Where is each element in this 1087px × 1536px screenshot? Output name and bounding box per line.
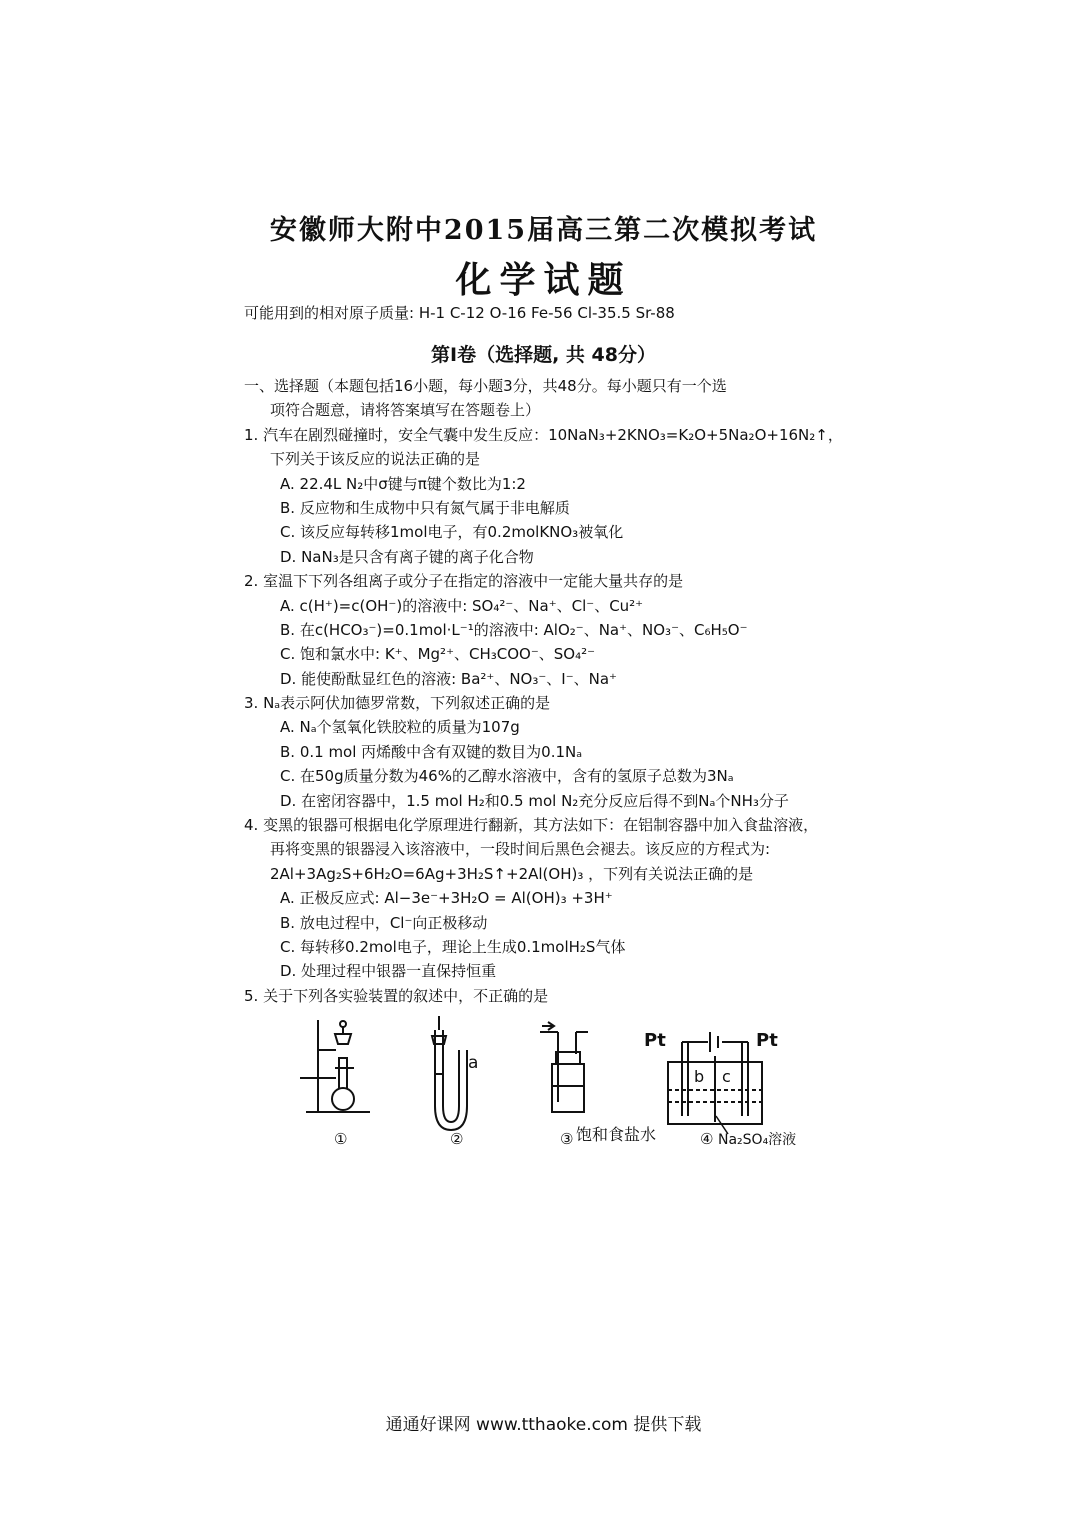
- section-title: 第I卷（选择题, 共 48分）: [431, 344, 656, 366]
- option-c: C. 饱和氯水中: K⁺、Mg²⁺、CH₃COO⁻、SO₄²⁻: [280, 645, 596, 664]
- option-a: A. Nₐ个氢氧化铁胶粒的质量为107g: [280, 718, 520, 737]
- figure-text-na2so4: Na₂SO₄溶液: [718, 1132, 797, 1148]
- question-stem: 2Al+3Ag₂S+6H₂O=6Ag+3H₂S↑+2Al(OH)₃ ，下列有关说法正确的是: [270, 864, 754, 883]
- instruction-line: 项符合题意，请将答案填写在答题卷上）: [270, 401, 541, 420]
- subject-title: 化学试题: [455, 260, 632, 301]
- instruction-line: 一、选择题（本题包括16小题，每小题3分，共48分。每小题只有一个选: [244, 377, 727, 395]
- option-a: A. 22.4L N₂中σ键与π键个数比为1:2: [280, 474, 526, 493]
- figure-label-4: ④: [700, 1130, 714, 1148]
- option-b: B. 在c(HCO₃⁻)=0.1mol·L⁻¹的溶液中: AlO₂⁻、Na⁺、NO₃⁻、C₆H₅O⁻: [280, 620, 748, 639]
- figure-label-2: ②: [450, 1130, 464, 1148]
- question-stem: 再将变黑的银器浸入该溶液中，一段时间后黑色会褪去。该反应的方程式为:: [270, 840, 771, 859]
- figure-label-3: ③: [560, 1130, 574, 1148]
- figure-label-1: ①: [334, 1130, 348, 1148]
- option-c: C. 每转移0.2mol电子，理论上生成0.1molH₂S气体: [280, 937, 626, 956]
- pt-left-label: Pt: [644, 1030, 666, 1051]
- pt-right-label: Pt: [756, 1030, 778, 1051]
- question-stem: 2. 室温下下列各组离子或分子在指定的溶液中一定能大量共存的是: [244, 572, 684, 591]
- option-c: C. 在50g质量分数为46%的乙醇水溶液中，含有的氢原子总数为3Nₐ: [280, 767, 734, 786]
- gas-wash-bottle: [540, 1022, 588, 1112]
- option-d: D. NaN₃是只含有离子键的离子化合物: [280, 547, 534, 566]
- question-stem: 1. 汽车在剧烈碰撞时，安全气囊中发生反应：10NaN₃+2KNO₃=K₂O+5Na₂O+16N₂↑，: [244, 425, 843, 444]
- option-b: B. 0.1 mol 丙烯酸中含有双键的数目为0.1Nₐ: [280, 742, 583, 761]
- atomic-masses: 可能用到的相对原子质量: H-1 C-12 O-16 Fe-56 Cl-35.5 Sr-88: [244, 304, 675, 322]
- question-stem: 5. 关于下列各实验装置的叙述中，不正确的是: [244, 986, 549, 1005]
- option-d: D. 在密闭容器中，1.5 mol H₂和0.5 mol N₂充分反应后得不到Nₐ个NH₃分子: [280, 791, 789, 810]
- option-d: D. 处理过程中银器一直保持恒重: [280, 962, 497, 981]
- electrolysis-cell: [668, 1032, 762, 1134]
- label-b: b: [694, 1067, 705, 1086]
- question-stem: 3. Nₐ表示阿伏加德罗常数，下列叙述正确的是: [244, 694, 551, 713]
- label-c: c: [722, 1067, 731, 1086]
- option-b: B. 放电过程中，Cl⁻向正极移动: [280, 913, 488, 932]
- distillation-apparatus: [300, 1020, 370, 1112]
- option-a: A. 正极反应式: Al−3e⁻+3H₂O = Al(OH)₃ +3H⁺: [280, 889, 613, 908]
- option-c: C. 该反应每转移1mol电子，有0.2molKNO₃被氧化: [280, 523, 624, 542]
- questions-body: [244, 374, 884, 1008]
- figure-label-a: a: [468, 1053, 479, 1073]
- option-b: B. 反应物和生成物中只有氮气属于非电解质: [280, 498, 570, 517]
- option-d: D. 能使酚酞显红色的溶液: Ba²⁺、NO₃⁻、I⁻、Na⁺: [280, 669, 617, 688]
- figure-text-saline: 饱和食盐水: [576, 1125, 657, 1144]
- exam-title: 安徽师大附中2015届高三第二次模拟考试: [269, 215, 818, 246]
- u-tube-apparatus: [432, 1016, 467, 1130]
- option-a: A. c(H⁺)=c(OH⁻)的溶液中: SO₄²⁻、Na⁺、Cl⁻、Cu²⁺: [280, 596, 644, 615]
- question-stem: 4. 变黑的银器可根据电化学原理进行翻新，其方法如下：在铝制容器中加入食盐溶液，: [244, 816, 819, 835]
- apparatus-figure: [290, 1012, 830, 1148]
- question-stem: 下列关于该反应的说法正确的是: [270, 450, 481, 469]
- footer-source: 通通好课网 www.tthaoke.com 提供下载: [385, 1415, 702, 1435]
